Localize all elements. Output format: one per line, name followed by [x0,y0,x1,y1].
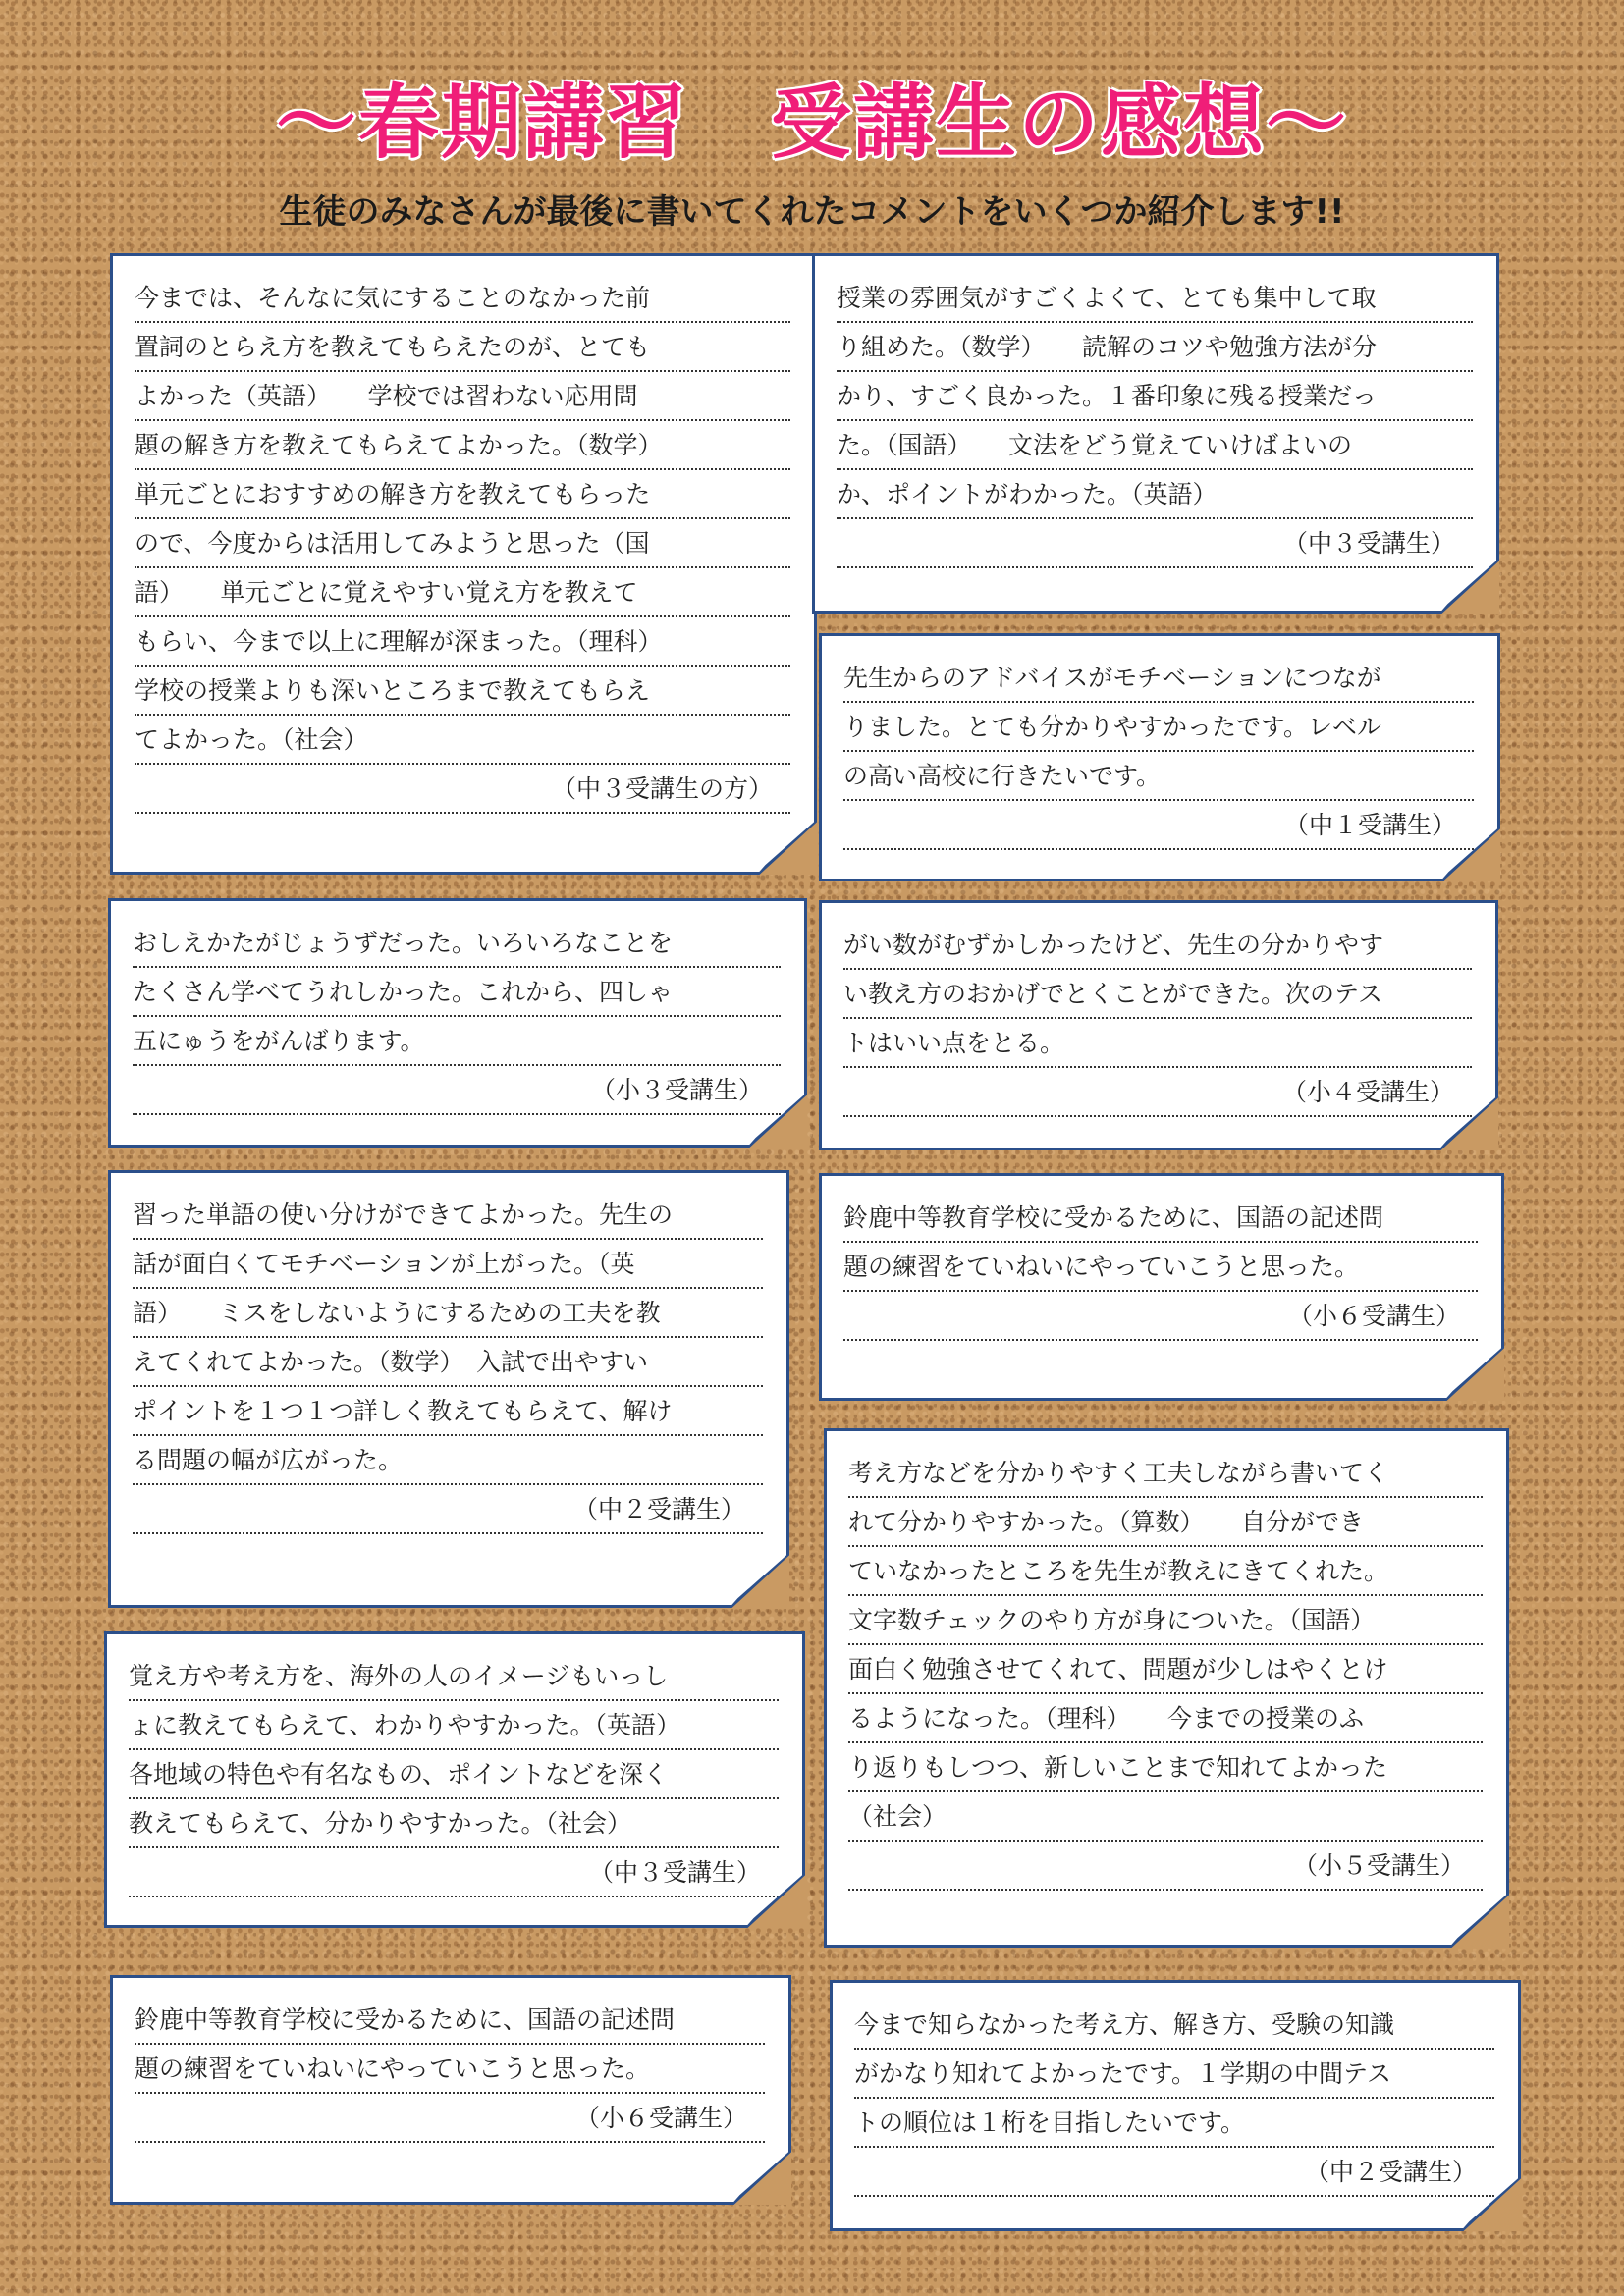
comment-card [824,1428,1509,1948]
comment-text [129,1652,779,1848]
comment-line: る問題の幅が広がった。 [133,1436,763,1485]
comment-text [854,2001,1494,2148]
comment-line: り返りもしつつ、新しいことまで知れてよかった [848,1743,1483,1792]
comment-line: （社会） [848,1792,1483,1842]
comment-line: 今まで知らなかった考え方、解き方、受験の知識 [854,2001,1494,2050]
comment-text [135,274,790,765]
comment-line: 鈴鹿中等教育学校に受かるために、国語の記述問 [135,1996,765,2045]
comment-line: 単元ごとにおすすめの解き方を教えてもらった [135,470,790,519]
comment-line: 面白く勉強させてくれて、問題が少しはやくとけ [848,1645,1483,1694]
comment-card [819,900,1498,1150]
comment-line: 鈴鹿中等教育学校に受かるために、国語の記述問 [843,1194,1478,1243]
comment-signature: （中３受講生） [129,1848,779,1897]
page-curl-icon [758,821,817,875]
comment-line: 教えてもらえて、分かりやすかった。（社会） [129,1799,779,1848]
comment-signature: （小４受講生） [843,1068,1472,1117]
comment-signature: （小６受講生） [843,1292,1478,1341]
comment-card [830,1980,1521,2231]
comment-card [110,253,817,875]
comment-signature: （小５受講生） [848,1842,1483,1891]
comment-signature: （中２受講生） [854,2148,1494,2197]
page-curl-icon [1462,2177,1521,2231]
comment-line: 五にゅうをがんばります。 [133,1017,781,1066]
page-curl-icon [731,1554,789,1608]
comment-line: り組めた。（数学） 読解のコツや勉強方法が分 [837,323,1473,372]
comment-line: の高い高校に行きたいです。 [843,752,1474,801]
comment-signature: （小６受講生） [135,2094,765,2143]
comment-line: 題の練習をていねいにやっていこうと思った。 [843,1243,1478,1292]
comment-card [104,1631,805,1928]
comment-line: がい数がむずかしかったけど、先生の分かりやす [843,921,1472,970]
comment-line: ポイントを１つ１つ詳しく教えてもらえて、解け [133,1387,763,1436]
comment-line: がかなり知れてよかったです。１学期の中間テス [854,2050,1494,2099]
page-curl-icon [1450,1894,1509,1948]
comment-line: てよかった。（社会） [135,716,790,765]
comment-line: い教え方のおかげでとくことができた。次のテス [843,970,1472,1019]
comment-card [812,253,1499,614]
page-curl-icon [748,1094,807,1148]
comment-line: よかった（英語） 学校では習わない応用問 [135,372,790,421]
comment-signature: （小３受講生） [133,1066,781,1115]
comment-card [110,1975,791,2205]
comment-signature: （中３受講生） [837,519,1473,568]
comment-text [135,1996,765,2094]
comment-line: たくさん学べてうれしかった。これから、四しゃ [133,968,781,1017]
comment-line: れて分かりやすかった。（算数） 自分ができ [848,1498,1483,1547]
comment-line: か、ポイントがわかった。（英語） [837,470,1473,519]
comment-line: トの順位は１桁を目指したいです。 [854,2099,1494,2148]
comment-line: 授業の雰囲気がすごくよくて、とても集中して取 [837,274,1473,323]
page-curl-icon [1440,560,1499,614]
page-curl-icon [732,2151,791,2205]
comment-line: 話が面白くてモチベーションが上がった。（英 [133,1240,763,1289]
comment-line: た。（国語） 文法をどう覚えていけばよいの [837,421,1473,470]
comment-text [848,1449,1483,1842]
comment-line: 語） ミスをしないようにするための工夫を教 [133,1289,763,1338]
page-curl-icon [1439,1096,1498,1150]
comment-line: るようになった。（理科） 今までの授業のふ [848,1694,1483,1743]
comment-line: ょに教えてもらえて、わかりやすかった。（英語） [129,1701,779,1750]
comment-line: ので、今度からは活用してみようと思った（国 [135,519,790,568]
comment-signature: （中１受講生） [843,801,1474,850]
comment-line: 題の練習をていねいにやっていこうと思った。 [135,2045,765,2094]
comment-line: 考え方などを分かりやすく工夫しながら書いてく [848,1449,1483,1498]
comment-text [133,1191,763,1485]
comment-line: 習った単語の使い分けができてよかった。先生の [133,1191,763,1240]
page-curl-icon [746,1874,805,1928]
comment-card [819,1173,1504,1401]
comment-line: ていなかったところを先生が教えにきてくれた。 [848,1547,1483,1596]
comment-text [843,1194,1478,1292]
comment-line: 学校の授業よりも深いところまで教えてもらえ [135,667,790,716]
comment-text [837,274,1473,519]
page-curl-icon [1441,828,1500,881]
comment-card [108,1170,789,1608]
comment-card [108,898,807,1148]
comment-card [819,633,1500,881]
comment-line: 置詞のとらえ方を教えてもらえたのが、とても [135,323,790,372]
page-title: ～春期講習 受講生の感想～ [275,77,1348,170]
comment-line: かり、すごく良かった。１番印象に残る授業だっ [837,372,1473,421]
page-curl-icon [1445,1347,1504,1401]
comment-line: えてくれてよかった。（数学） 入試で出やすい [133,1338,763,1387]
comment-line: りました。とても分かりやすかったです。レベル [843,703,1474,752]
comment-signature: （中３受講生の方） [135,765,790,814]
comment-line: トはいい点をとる。 [843,1019,1472,1068]
comment-line: 先生からのアドバイスがモチベーションにつなが [843,654,1474,703]
comment-line: 覚え方や考え方を、海外の人のイメージもいっし [129,1652,779,1701]
comment-text [843,654,1474,801]
comment-text [843,921,1472,1068]
comment-line: 語） 単元ごとに覚えやすい覚え方を教えて [135,568,790,617]
comment-line: 今までは、そんなに気にすることのなかった前 [135,274,790,323]
comment-line: おしえかたがじょうずだった。いろいろなことを [133,919,781,968]
comment-line: 各地域の特色や有名なもの、ポイントなどを深く [129,1750,779,1799]
comment-signature: （中２受講生） [133,1485,763,1534]
comment-line: 文字数チェックのやり方が身についた。（国語） [848,1596,1483,1645]
comment-line: もらい、今まで以上に理解が深まった。（理科） [135,617,790,667]
comment-text [133,919,781,1066]
page-subtitle: 生徒のみなさんが最後に書いてくれたコメントをいくつか紹介します!! [279,192,1345,232]
comment-line: 題の解き方を教えてもらえてよかった。（数学） [135,421,790,470]
